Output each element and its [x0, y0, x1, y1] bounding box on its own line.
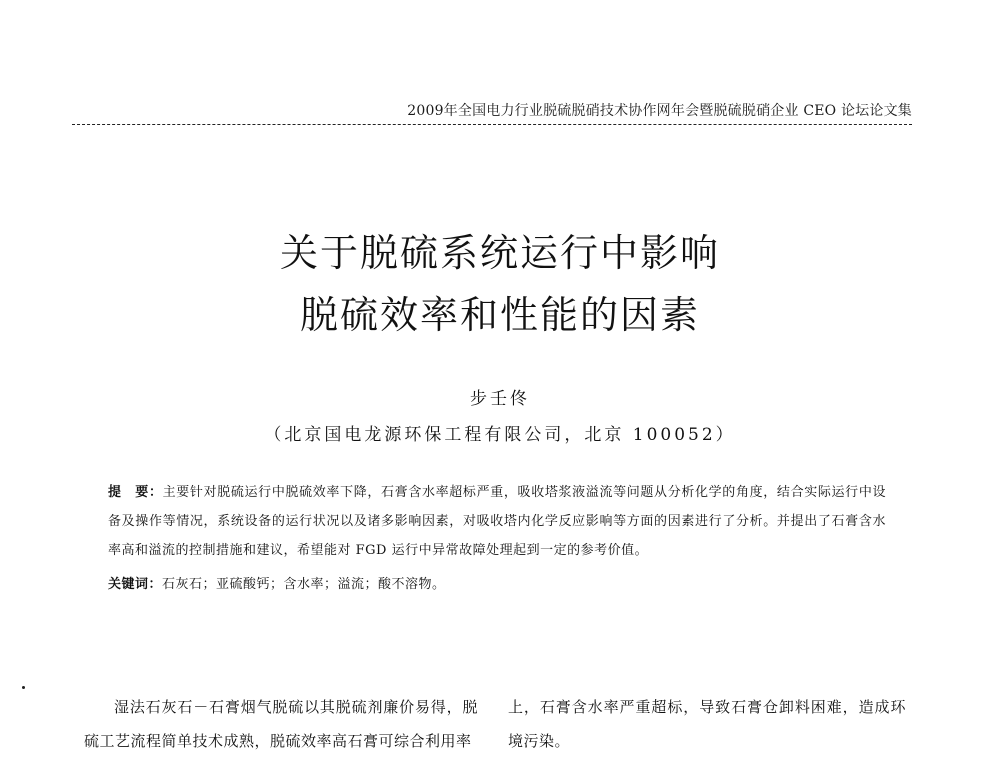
- keywords: [108, 570, 886, 599]
- author-name: 步壬佟: [470, 389, 530, 409]
- paper-title: [0, 222, 1000, 346]
- running-header: 2009年全国电力行业脱硫脱硝技术协作网年会暨脱硫脱硝企业 CEO 论坛论文集: [407, 103, 912, 119]
- author-affiliation: （北京国电龙源环保工程有限公司，北京 100052）: [264, 425, 736, 445]
- body-right-column: 上，石膏含水率严重超标，导致石膏仓卸料困难，造成环境污染。: [508, 698, 906, 750]
- margin-mark: [22, 686, 25, 689]
- header-rule: [72, 124, 912, 125]
- title-line-1: 关于脱硫系统运行中影响: [279, 231, 720, 275]
- abstract: [108, 478, 886, 565]
- abstract-label: 提 要：: [108, 485, 163, 500]
- keywords-text: 石灰石；亚硫酸钙；含水率；溢流；酸不溶物。: [162, 577, 446, 592]
- abstract-text: 主要针对脱硫运行中脱硫效率下降，石膏含水率超标严重，吸收塔浆液溢流等问题从分析化学的角度，结合实际运行中设备及操作等情况，系统设备的运行状况以及诸多影响因素，对吸收塔内化学反应影响等方面的因素进行了分析。并提出了石膏含水率高和溢流的控制措施和建议，希望能对 FGD 运行中异常故障处理起到一定的参考价值。: [108, 485, 886, 558]
- keywords-label: 关键词：: [108, 577, 163, 592]
- body-left-column: 湿法石灰石－石膏烟气脱硫以其脱硫剂廉价易得，脱硫工艺流程简单技术成熟，脱硫效率高石膏可综合利用率: [84, 698, 478, 750]
- title-line-2: 脱硫效率和性能的因素: [299, 293, 700, 337]
